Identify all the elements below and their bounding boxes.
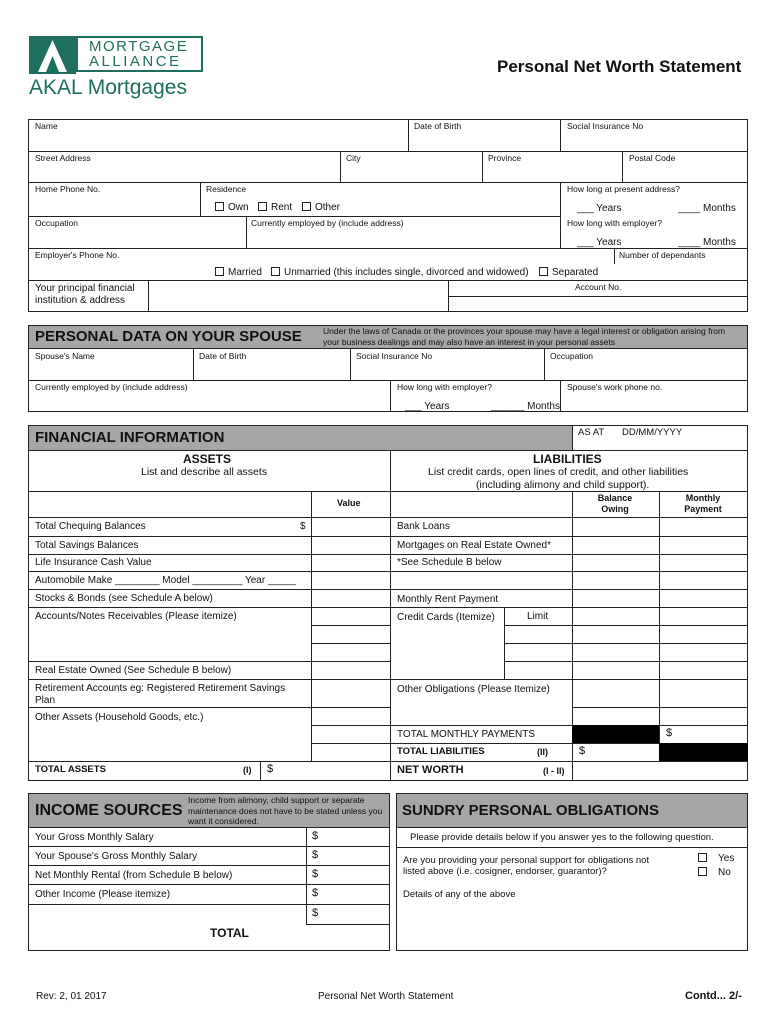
- yes-option[interactable]: Yes: [698, 853, 734, 865]
- spouse-occupation-label: Occupation: [550, 351, 593, 361]
- liability-row-label: Monthly Rent Payment: [397, 594, 499, 605]
- asset-row-label: Stocks & Bonds (see Schedule A below): [35, 593, 213, 604]
- income-row-label: Other Income (Please itemize): [35, 889, 171, 900]
- income-row-label: Your Spouse's Gross Monthly Salary: [35, 851, 198, 862]
- income-heading: INCOME SOURCES: [35, 802, 183, 819]
- spouse-months: ______ Months: [491, 401, 560, 412]
- total-monthly-label: TOTAL MONTHLY PAYMENTS: [397, 729, 535, 740]
- checkbox-icon: [215, 202, 224, 211]
- residence-rent-option[interactable]: Rent: [258, 202, 292, 214]
- separated-option[interactable]: Separated: [539, 267, 598, 279]
- spouse-sin-label: Social Insurance No: [356, 351, 433, 361]
- institution-label: Your principal financial institution & address: [35, 283, 135, 306]
- blacked-out-cell: [572, 725, 659, 743]
- how-long-present-label: How long at present address?: [567, 184, 680, 194]
- employed-by-label: Currently employed by (include address): [251, 218, 404, 228]
- monthly-header: Monthly Payment: [684, 493, 722, 515]
- residence-label: Residence: [206, 184, 247, 194]
- liability-row-label: Bank Loans: [397, 521, 450, 532]
- dollar-sign: $: [267, 763, 274, 775]
- assets-title: ASSETS: [183, 452, 232, 466]
- logo: [29, 36, 205, 98]
- how-long-employer-label: How long with employer?: [567, 218, 662, 228]
- footer-title: Personal Net Worth Statement: [318, 991, 454, 1002]
- sin-label: Social Insurance No: [567, 121, 644, 131]
- checkbox-icon: [302, 202, 311, 211]
- total-liabilities-code: (II): [537, 747, 548, 757]
- asset-row-label: Retirement Accounts eg: Registered Retirement Savings Plan: [35, 683, 286, 706]
- checkbox-icon: [539, 267, 548, 276]
- spouse-heading: PERSONAL DATA ON YOUR SPOUSE: [35, 328, 302, 345]
- home-phone-label: Home Phone No.: [35, 184, 101, 194]
- footer-continued: Contd... 2/-: [685, 990, 742, 1002]
- asset-row-label: Real Estate Owned (See Schedule B below): [35, 665, 232, 676]
- occupation-label: Occupation: [35, 218, 78, 228]
- balance-header: Balance Owing: [597, 493, 633, 515]
- dollar-sign: $: [312, 830, 319, 842]
- residence-other-option[interactable]: Other: [302, 202, 340, 214]
- dollar-sign: $: [312, 907, 319, 919]
- checkbox-icon: [698, 853, 707, 862]
- liabilities-subtitle-1: List credit cards, open lines of credit, and other liabilities: [428, 466, 689, 478]
- years-employer: ___ Years: [577, 237, 622, 248]
- income-total-label: TOTAL: [210, 926, 249, 940]
- spouse-years: ___ Years: [405, 401, 450, 412]
- checkbox-icon: [215, 267, 224, 276]
- province-label: Province: [488, 153, 522, 163]
- years-present: ___ Years: [577, 203, 622, 214]
- street-label: Street Address: [35, 153, 91, 163]
- page-title: Personal Net Worth Statement: [497, 57, 742, 76]
- dollar-sign: $: [312, 849, 319, 861]
- dollar-sign: $: [300, 521, 306, 532]
- dob-label: Date of Birth: [414, 121, 462, 131]
- name-label: Name: [35, 121, 58, 131]
- limit-label: Limit: [527, 611, 549, 622]
- dependants-label: Number of dependants: [619, 250, 706, 260]
- sundry-heading: SUNDRY PERSONAL OBLIGATIONS: [402, 802, 659, 819]
- spouse-phone-label: Spouse's work phone no.: [567, 382, 663, 392]
- married-option[interactable]: Married: [215, 267, 262, 279]
- liability-row-label: Credit Cards (Itemize): [397, 612, 495, 623]
- blacked-out-cell: [659, 743, 748, 761]
- postal-label: Postal Code: [629, 153, 676, 163]
- sundry-question: Are you providing your personal support for obligations not listed above (i.e. cosigner, endorser, guarantor)?: [403, 855, 650, 878]
- months-present: ____ Months: [678, 203, 736, 214]
- city-label: City: [346, 153, 361, 163]
- unmarried-option[interactable]: Unmarried (this includes single, divorced and widowed): [271, 267, 529, 279]
- asset-row-label: Accounts/Notes Receivables (Please itemize): [35, 611, 237, 622]
- asset-row-label: Automobile Make ________ Model _________ Year _____: [35, 575, 296, 586]
- account-label: Account No.: [575, 282, 622, 292]
- footer-revision: Rev: 2, 01 2017: [36, 991, 107, 1002]
- sundry-instruction: Please provide details below if you answer yes to the following question.: [410, 832, 714, 843]
- no-option[interactable]: No: [698, 867, 731, 879]
- total-liabilities-label: TOTAL LIABILITIES: [397, 746, 485, 757]
- liability-row-label: Mortgages on Real Estate Owned*: [397, 540, 551, 551]
- residence-own-option[interactable]: Own: [215, 202, 249, 214]
- dollar-sign: $: [312, 887, 319, 899]
- dollar-sign: $: [579, 745, 586, 757]
- dollar-sign: $: [312, 868, 319, 880]
- asset-row-label: Life Insurance Cash Value: [35, 557, 152, 568]
- sundry-details-label: Details of any of the above: [403, 889, 516, 900]
- total-assets-label: TOTAL ASSETS: [35, 764, 106, 775]
- logo-brand: AKAL Mortgages: [29, 76, 187, 99]
- asset-row-label: Total Savings Balances: [35, 540, 139, 551]
- liability-row-label: *See Schedule B below: [397, 557, 502, 568]
- spouse-dob-label: Date of Birth: [199, 351, 247, 361]
- net-worth-label: NET WORTH: [397, 764, 464, 776]
- logo-line2: ALLIANCE: [89, 53, 182, 70]
- liabilities-title: LIABILITIES: [533, 452, 602, 466]
- assets-subtitle: List and describe all assets: [141, 466, 268, 478]
- spouse-employed-label: Currently employed by (include address): [35, 382, 188, 392]
- checkbox-icon: [258, 202, 267, 211]
- asset-row-label: Total Chequing Balances: [35, 521, 146, 532]
- income-row-label: Net Monthly Rental (from Schedule B below): [35, 870, 233, 881]
- spouse-note: Under the laws of Canada or the provinces your spouse may have a legal interest or obligation arising from your business dealings and may also have an interest in your personal assets: [323, 326, 726, 347]
- employer-phone-label: Employer's Phone No.: [35, 250, 120, 260]
- spouse-name-label: Spouse's Name: [35, 351, 95, 361]
- liabilities-subtitle-2: (including alimony and child support).: [476, 479, 650, 491]
- logo-line1: MORTGAGE: [89, 38, 189, 55]
- checkbox-icon: [698, 867, 707, 876]
- spouse-howlong-label: How long with employer?: [397, 382, 492, 392]
- logo-mark-icon: [29, 36, 76, 74]
- as-at-label: AS AT: [578, 427, 605, 438]
- net-worth-code: (I - II): [543, 766, 565, 776]
- financial-heading: FINANCIAL INFORMATION: [35, 429, 225, 446]
- date-format-label: DD/MM/YYYY: [622, 427, 683, 438]
- total-assets-code: (I): [243, 765, 252, 775]
- dollar-sign: $: [666, 727, 673, 739]
- income-row-label: Your Gross Monthly Salary: [35, 832, 154, 843]
- value-header: Value: [337, 498, 361, 508]
- liability-row-label: Other Obligations (Please Itemize): [397, 684, 550, 695]
- months-employer: ____ Months: [678, 237, 736, 248]
- asset-row-label: Other Assets (Household Goods, etc.): [35, 712, 204, 723]
- income-note: Income from alimony, child support or separate maintenance does not have to be stated unless you want it considered.: [188, 795, 383, 827]
- checkbox-icon: [271, 267, 280, 276]
